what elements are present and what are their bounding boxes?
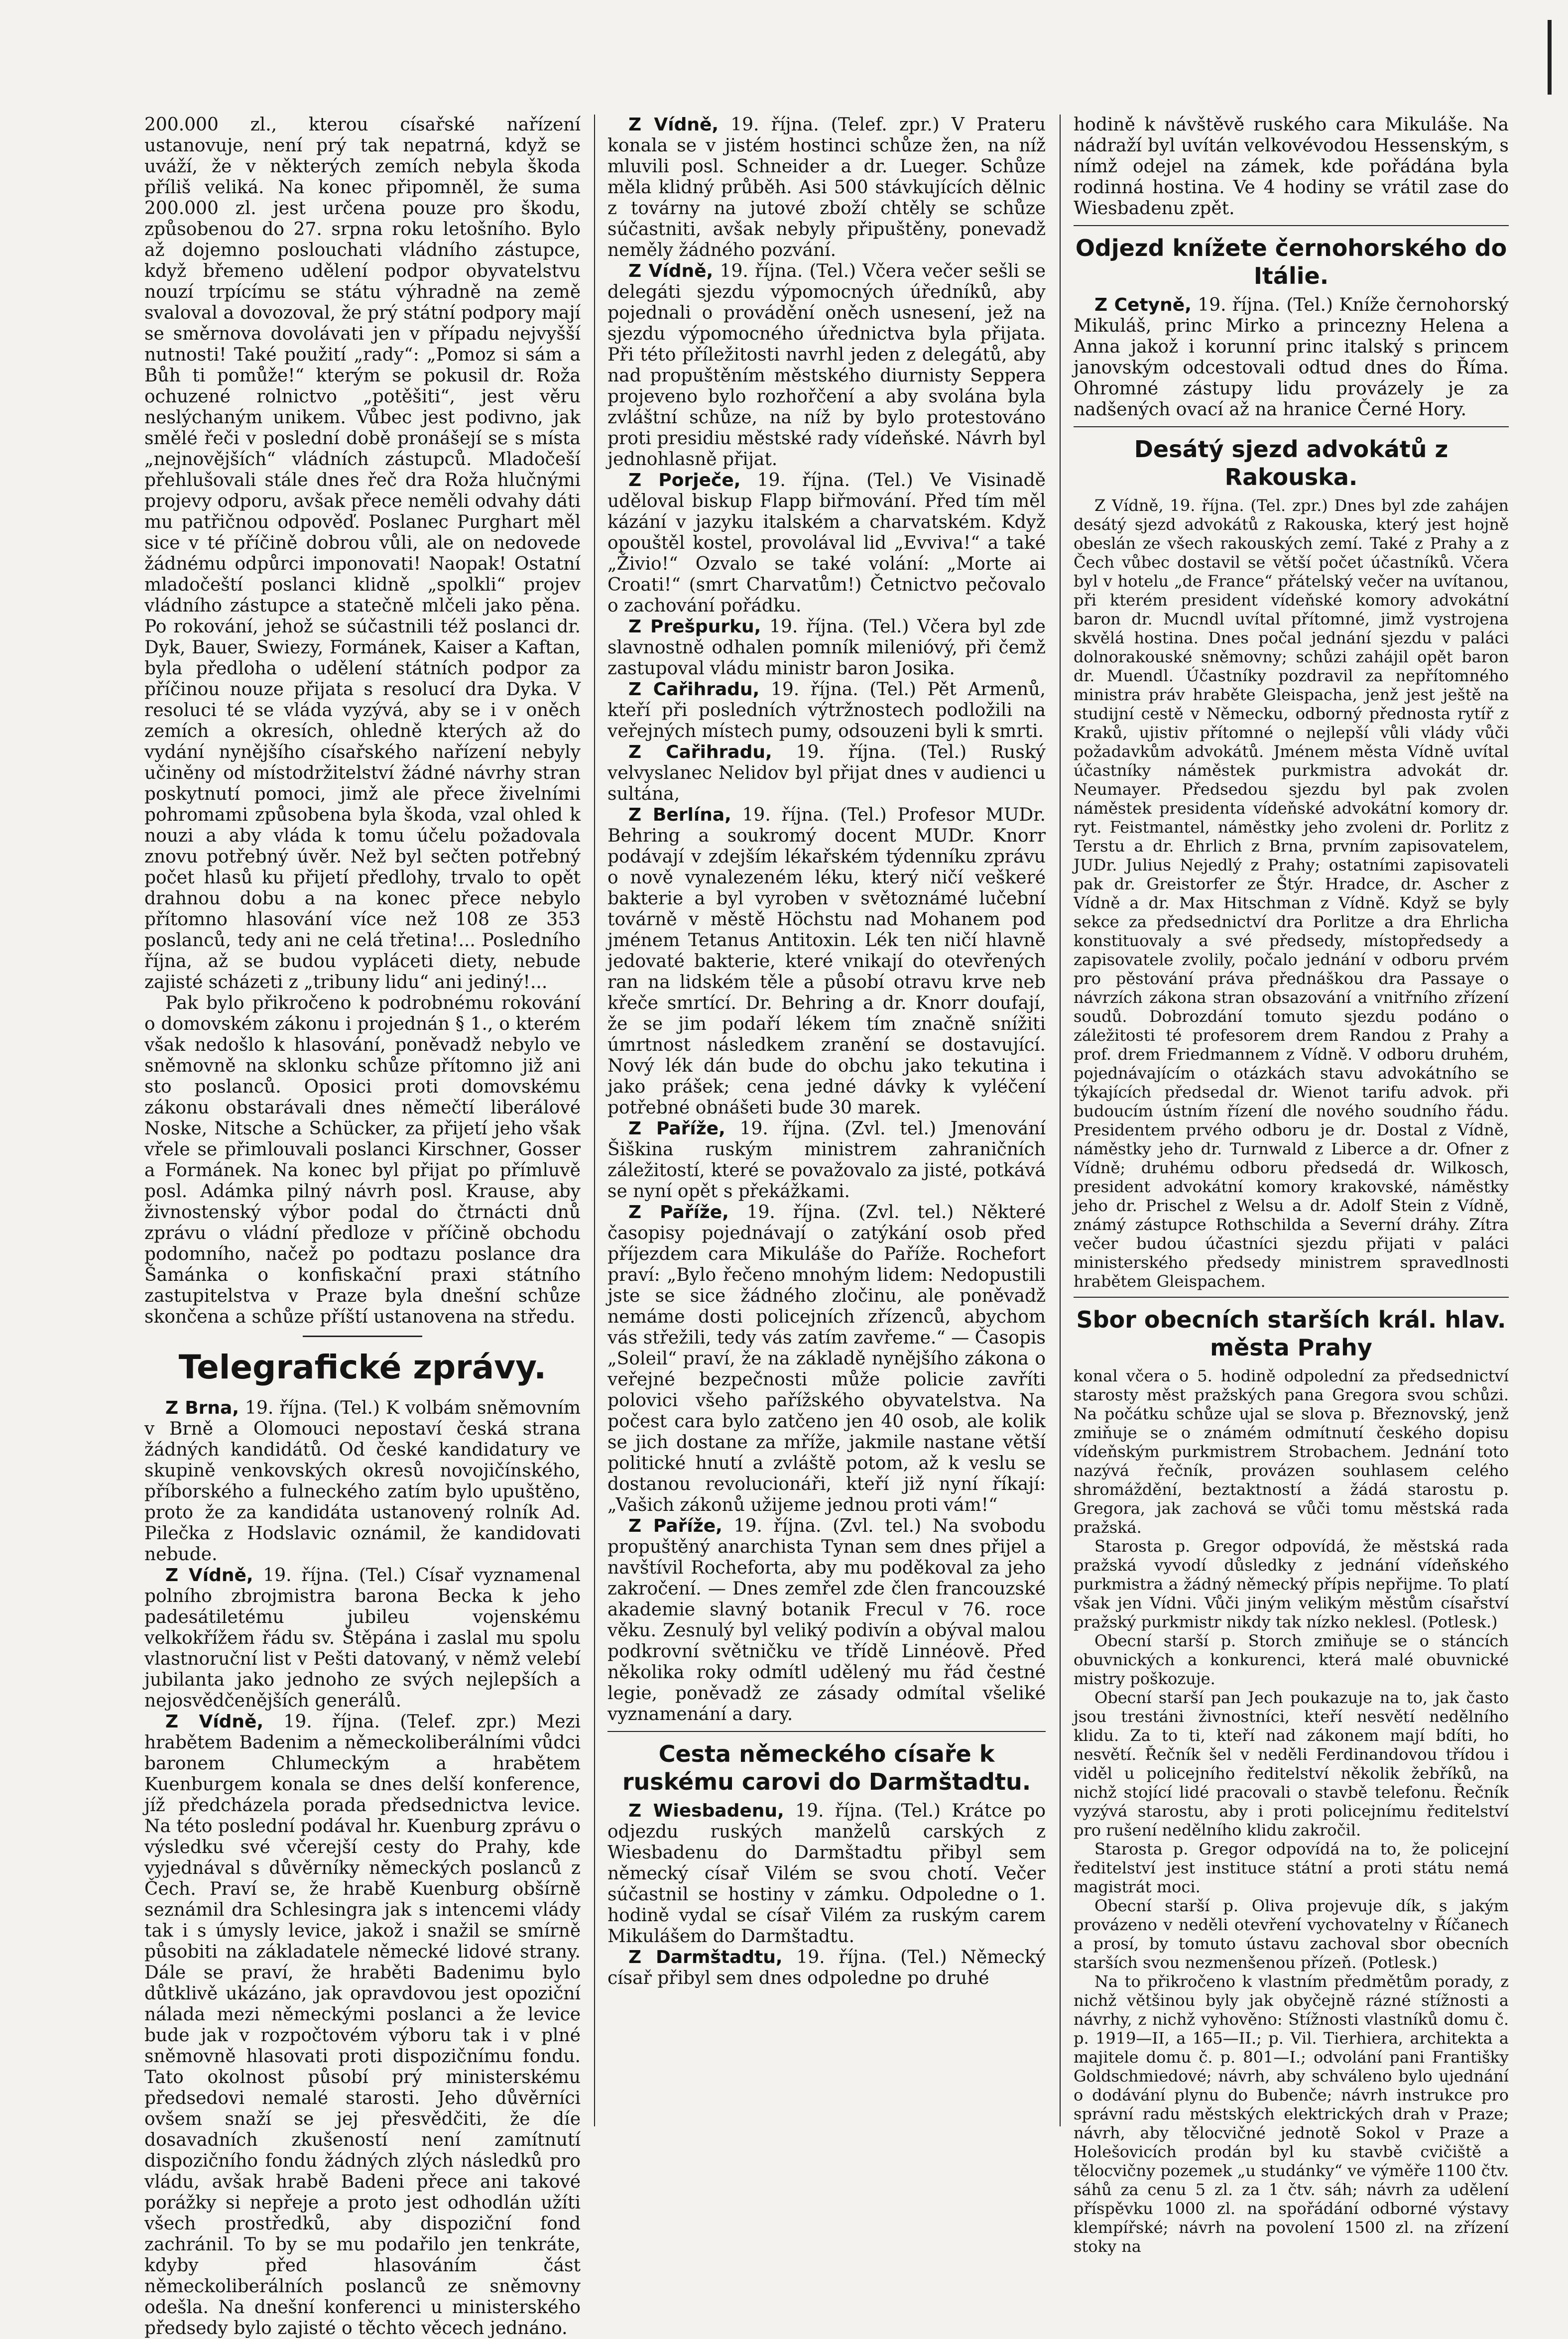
dateline: Z Cetyně, [1094, 295, 1192, 315]
article-paragraph: Z Vídně, 19. října. (Tel. zpr.) Dnes byl zde zahájen desátý sjezd advokátů z Rakouska, který jest hojně obeslán ze všech rakouských zemí. Také z Prahy a z Čech vůbec dostavil se větší počet účastníků. Včera byl v hotelu „de France“ přátelský večer na uvítanou, při kterém president vídeňské komory advokátní baron dr. Mucndl uvítal přítomné, jimž vystrojena skvělá hostina. Dnes počal jednání sjezdu v paláci dolnorakouské sněmovny; schůzi zahájil opět baron dr. Muendl. Účastníky pozdravil za nepřítomného ministra práv hraběte Gleispacha, jenž jest ještě na studijní cestě v Německu, odborný přednosta rytíř z Kraků, ujistiv přítomné o nejlepší vůli vlády vůči požadavkům advokátů. Jménem města Vídně uvítal účastníky náměstek purkmistra advokát dr. Neumayer. Předsedou sjezdu byl pak zvolen náměstek presidenta vídeňské advokátní komory dr. ryt. Feistmantel, náměstky jeho zvoleni dr. Porlitz z Terstu a dr. Ehrlich z Brna, prvním zapisovatelem, JUDr. Julius Nejedlý z Prahy; ostatními zapisovateli pak dr. Greistorfer ze Štýr. Hradce, dr. Ascher z Vídně a dr. Max Hitschman z Vídně. Když se byly sekce za předsednictví dra Porlitze a dra Ehrlicha konstituovaly a své předsedy, místopředsedy a zapisovatele zvolily, počalo jednání v odboru prvém pro pěstování práva přednáškou dra Passaye o návrzích zákona stran obsazování a vnitřního zřízení soudů. Dobrozdání tomuto sjezdu podáno o záležitosti té profesorem drem Randou z Prahy a prof. drem Friedmannem z Vídně. V odboru druhém, pojednávajícím o otázkách stavu advokátního se týkajících předsedal dr. Wienot tarifu advok. při budoucím ústním řízení dle nového soudního řádu. Presidentem prvého odboru je dr. Dostal z Vídně, náměstky jeho dr. Turnwald z Liberce a dr. Ofner z Vídně; druhému odboru předsedá dr. Wilkosch, president advokátní komory krakovské, náměstky jeho dr. Prischel z Welsu a dr. Adolf Stein z Vídně, známý zástupce Rothschilda a Severní dráhy. Zítra večer budou účastníci sjezdu přijati v paláci ministerského předsedy ministrem spravedlnosti hrabětem Gleispachem. [1074, 496, 1509, 1291]
section-divider [1074, 426, 1509, 427]
dateline: Z Paříže, [628, 1516, 723, 1536]
article-paragraph: Pak bylo přikročeno k podrobnému rokování o domovském zákonu i projednán § 1., o kterém však nedošlo k hlasování, poněvadž nebylo ve sněmovně na sklonku schůze přítomno již ani sto poslanců. Oposici proti domovskému zákonu obstarávali dnes němečtí liberálové Noske, Nitsche a Schücker, za přijetí jeho však vřele se přimlouvali poslanci Kirschner, Gosser a Formánek. Na konec byl přijat po přímluvě posl. Adámka pilný návrh posl. Krause, aby živnostenský výbor podal do čtrnácti dnů zprávu o vládní předloze v příčině obchodu podomního, načež po podtazu poslance dra Šamánka o konfiskační praxi státního zastupitelstva v Praze byla dnešní schůze skončena a schůze příští ustanovena na středu. [144, 993, 581, 1327]
section-heading-prague-council: Sbor obecních starších král. hlav. města Prahy [1076, 1306, 1506, 1361]
page-edge-mark [1548, 20, 1552, 95]
column-left [144, 115, 581, 2339]
news-item [607, 742, 1046, 805]
news-text: 19. října. (Zvl. tel.) Některé časopisy pojednávají o zatýkání osob před příjezdem cara Mikuláše do Paříže. Rochefort praví: „Bylo řečeno mnohým lidem: Nedopustili jste se sice žádného zločinu, ale poněvadž nemáme dosti policejních zřízenců, abychom vás střežili, tedy vás zatím zavřeme.“ — Časopis „Soleil“ praví, že na základě nynějšího zákona o veřejné bezpečnosti může policie zavříti polovici všeho pařížského obyvatelstva. Na počest cara bylo zatčeno jen 40 osob, ale kolik se jich dostane za mříže, jakmile nastane větší politické hnutí a zvláště potom, až k veslu se dostanou revolucionáři, kteří již nyní říkají: „Vašich zákonů užijeme jednou proti vám!“ [607, 1202, 1046, 1515]
news-item [607, 1947, 1046, 1989]
news-text: 19. října. (Tel.) Císař vyznamenal polního zbrojmistra barona Becka k jeho padesátiletému jubileu vojenskému velkokřížem řádu sv. Štěpána i zaslal mu spolu vlastnoruční list v Pešti datovaný, v němž velebí jubilanta jako jednoho ze svých nejlepších a nejosvědčenějších generálů. [144, 1565, 581, 1711]
news-text: 19. října. (Tel.) Německý císař přibyl sem dnes odpoledne po druhé [607, 1947, 1046, 1988]
news-item [144, 1712, 581, 2339]
news-text: 19. října. (Tel.) Kníže černohorský Mikuláš, princ Mirko a princezny Helena a Anna jakož i korunní princ italský s princem janovským odcestovali odtud dnes do Říma. Ohromné zástupy lidu provázely je za nadšených ovací až na hranice Černé Hory. [1074, 295, 1509, 420]
news-text: 19. října. (Telef. zpr.) Mezi hrabětem Badenim a německoliberálními vůdci baronem Chlumeckým a hrabětem Kuenburgem konala se dnes delší konference, jíž předcházela porada předsednictva levice. Na této poslední podával hr. Kuenburg zprávu o výsledku své včerejší cesty do Prahy, kde vyjednával s důvěrníky německých poslanců z Čech. Praví se, že hrabě Kuenburg obšírně seznámil dra Schlesingra jak s intencemi vlády tak i s úmysly levice, jakož i snažil se smírně působiti na základatele německé lidové strany. Dále se praví, že hraběti Badenimu bylo důtklivě ukázáno, jak opravdovou jest opoziční nálada mezi německými poslanci a že levice bude jak v rozpočtovém výboru tak i v plné sněmovně hlasovati proti dispozičnímu fondu. Tato okolnost působí prý ministerskému předsedovi nemalé starosti. Jeho důvěrníci ovšem snaží se jej přesvědčiti, že díe dosavadních zkušeností není zamítnutí dispozičního fondu žádných zlých následků pro vládu, avšak hrabě Badeni přece ani takové porážky si nepřeje a proto jest odhodlán užíti všech prostředků, aby dispoziční fond zachránil. To by se mu podařilo jen tenkráte, kdyby před hlasováním část německoliberálních poslanců ze sněmovny odešla. Na dnešní konferenci u ministerského předsedy bylo zajisté o těchto věcech jednáno. [144, 1712, 581, 2339]
news-text: 19. října. (Zvl. tel.) Na svobodu propuštěný anarchista Tynan sem dnes přijel a navštívil Rocheforta, aby mu poděkoval za jeho zakročení. — Dnes zemřel zde člen francouzské akademie slavný botanik Frecul v 76. roce věku. Zesnulý byl veliký podivín a obýval malou podkrovní světničku ve třídě Linnéově. Před několika roky odmítl udělený mu řád čestné legie, poněvadž ze zásady odmítal všeliké vyznamenání a dary. [607, 1516, 1046, 1724]
article-paragraph: Obecní starší p. Storch zmiňuje se o stáncích obuvnických a konkurenci, která malé obuvnické mistry poškozuje. [1074, 1631, 1509, 1688]
news-item [607, 1801, 1046, 1947]
dateline: Z Cařihradu, [628, 742, 772, 762]
column-right [1074, 115, 1509, 2256]
dateline: Z Prešpurku, [628, 616, 761, 637]
news-text: 19. října. (Zvl. tel.) Jmenování Šiškina ruským ministrem zahraničních záležitostí, které se považovalo za jisté, potkává se nyní opět s překážkami. [607, 1118, 1046, 1202]
section-heading-lawyers-congress: Desátý sjezd advokátů z Rakouska. [1134, 436, 1448, 491]
news-item [607, 805, 1046, 1118]
dateline: Z Brna, [165, 1398, 240, 1418]
news-item [607, 115, 1046, 261]
section-divider [303, 1336, 422, 1337]
news-item [607, 470, 1046, 616]
news-item [607, 1516, 1046, 1725]
news-item [1074, 295, 1509, 420]
dateline: Z Wiesbadenu, [628, 1801, 784, 1821]
section-divider [1074, 225, 1509, 226]
article-paragraph: Starosta p. Gregor odpovídá, že městská rada pražská vyvodí důsledky z jednání vídeňského purkmistra a žádný německý přípis nepřijme. To platí však jen Vídni. Vůči jiným velikým městům císařství pražský purkmistr nikdy tak nízko neklesl. (Potlesk.) [1074, 1537, 1509, 1631]
news-text: 19. října. (Tel.) Ruský velvyslanec Nelidov byl přijat dnes v audienci u sultána, [607, 742, 1046, 804]
article-paragraph: Starosta p. Gregor odpovídá na to, že policejní ředitelství jest instituce státní a proti státu nemá magistrát moci. [1074, 1840, 1509, 1896]
article-paragraph: Obecní starší pan Jech poukazuje na to, jak často jsou trestáni živnostníci, kteří nesvětí nedělního klidu. Za to ti, kteří nad zákonem mají bdíti, ho nesvětí. Řečník šel v neděli Ferdinandovou třídou i viděl u policejního ředitelství několik žebříků, na nichž stojící lidé pracovali o stavbě telefonu. Řečník vyzývá starostu, aby i proti policejnímu ředitelství pro rušení nedělního klidu zakročil. [1074, 1688, 1509, 1840]
news-text: 19. října. (Tel.) Včera byl zde slavnostně odhalen pomník milenióvý, při čemž zastupoval vládu ministr baron Josika. [607, 616, 1046, 679]
dateline: Z Darmštadtu, [628, 1947, 783, 1968]
news-text: 19. října. (Tel.) Ve Visinadě uděloval biskup Flapp biřmování. Před tím měl kázání v jazyku italském a charvatském. Když opouštěl kostel, provolával lid „Evviva!“ a také „Živio!“ Ozvalo se také volání: „Morte ai Croati!“ (smrt Charvatům!) Četnictvo pečovalo o zachování pořádku. [607, 470, 1046, 616]
dateline: Z Porječe, [628, 470, 741, 491]
news-text: 19. října. (Telef. zpr.) V Prateru konala se v jistém hostinci schůze žen, na níž mluvili posl. Schneider a dr. Lueger. Schůze měla klidný průběh. Asi 500 stávkujících dělnic z továrny na jutové zboží chtěly se schůze súčastniti, avšak nebyly připuštěny, ponevadž neměly žádného pozvání. [607, 115, 1046, 260]
news-item [607, 616, 1046, 679]
column-rule [594, 115, 595, 2126]
column-rule [1060, 115, 1061, 2126]
news-text: 19. října. (Tel.) Profesor MUDr. Behring a soukromý docent MUDr. Knorr podávají v zdejším lékařském týdenníku zprávu o nově vynalezeném léku, který ničí veškeré bakterie a byl vyroben v světoznámé lučební továrně v městě Höchstu nad Mohanem pod jménem Tetanus Antitoxin. Lék ten ničí hlavně jedovaté bakterie, které vnikají do otevřených ran na lidském těle a působí otravu krve neb křeče smrtící. Dr. Behring a dr. Knorr doufají, že se jim podaří lékem tím značně snížiti úmrtnost následkem zranění se dostavující. Nový lék dán bude do obchu jako tekutina i jako prášek; cena jedné dávky k vyléčení potřebné obnášeti bude 30 marek. [607, 805, 1046, 1118]
section-divider [1074, 1297, 1509, 1298]
dateline: Z Vídně, [165, 1712, 264, 1732]
news-text: 19. října. (Tel.) Pět Armenů, kteří při posledních výtržnostech podložili na veřejných místech pumy, odsouzeni byli k smrti. [607, 679, 1046, 741]
section-heading-montenegro-prince: Odjezd knížete černohorského do Itálie. [1075, 235, 1507, 289]
news-item [607, 1118, 1046, 1202]
news-text: 19. října. (Tel.) Krátce po odjezdu ruských manželů carských z Wiesbadenu do Darmštadtu přibyl sem německý císař Vilém se svou chotí. Večer súčastnil se hostiny v zámku. Odpoledne o 1. hodině vydal se císař Vilém za ruským carem Mikulášem do Darmštadtu. [607, 1801, 1046, 1947]
dateline: Z Berlína, [628, 805, 731, 825]
article-paragraph: hodině k návštěvě ruského cara Mikuláše. Na nádraží byl uvítán velkovévodou Hessenským, s nímž odejel na zámek, kde pořádána byla rodinná hostina. Ve 4 hodiny se vrátil zase do Wiesbadenu zpět. [1074, 115, 1509, 219]
dateline: Z Vídně, [628, 261, 714, 281]
column-middle [607, 115, 1046, 2126]
dateline: Z Cařihradu, [628, 679, 760, 700]
section-heading-telegraphic-news: Telegrafické zprávy. [178, 1348, 547, 1386]
section-divider [607, 1731, 1046, 1732]
article-paragraph: konal včera o 5. hodině odpolední za předsednictví starosty měst pražských pana Gregora svou schůzi. Na počátku schůze ujal se slova p. Březnovský, jenž zmiňuje se o známém odmítnutí českého dopisu vídeňským purkmistrem Strobachem. Jednání toto nazývá řečník, provázen souhlasem celého shromáždění, beztaktností a žádá starostu p. Gregora, jak zachová se vůči tomu městská rada pražská. [1074, 1366, 1509, 1537]
dateline: Z Vídně, [165, 1565, 253, 1586]
dateline: Z Paříže, [628, 1118, 725, 1139]
news-item [144, 1565, 581, 1712]
news-item [607, 261, 1046, 470]
article-paragraph: Obecní starší p. Oliva projevuje dík, s jakým provázeno v neděli otevření vychovatelny v Říčanech a prosí, by tomuto ústavu zachoval sbor obecních starších svou nezmenšenou přízeň. (Potlesk.) [1074, 1896, 1509, 1972]
dateline: Z Vídně, [628, 115, 719, 135]
news-text: 19. října. (Tel.) Včera večer sešli se delegáti sjezdu výpomocných úředníků, aby pojednali o provádění oněch usnesení, jež na sjezdu výpomocného úřednictva byla přijata. Při této příležitosti navrhl jeden z delegátů, aby nad propuštěním městského diurnisty Seppera projeveno bylo rozhořčení a aby svolána byla zvláštní schůze, na níž by bylo protestováno proti presidiu městské rady vídeňské. Návrh byl jednohlasně přijat. [607, 261, 1046, 470]
dateline: Z Paříže, [628, 1202, 729, 1223]
newspaper-page [144, 115, 1509, 2339]
section-heading-emperor-trip: Cesta německého císaře k ruskému carovi do Darmštadtu. [622, 1740, 1031, 1795]
news-item [607, 1202, 1046, 1516]
news-item [144, 1398, 581, 1565]
news-item [607, 679, 1046, 742]
article-paragraph: 200.000 zl., kterou císařské nařízení ustanovuje, není prý tak nepatrná, když se uváží, že v některých zemích nebyla škoda příliš veliká. Na konec připomněl, že suma 200.000 zl. jest určena pouze pro škodu, způsobenou do 27. srpna roku letošního. Bylo až dojemno poslouchati vládního zástupce, když břemeno udělení podpor obyvatelstvu nouzí trpícímu se státu výhradně na země svaloval a dovozoval, že prý státní podpory mají se směrnova dovolávati jen v případu nejvyšší nutnosti! Také použití „rady“: „Pomoz si sám a Bůh ti pomůže!“ kterým se pokusil dr. Roža ochuzené rolnictvo „potěšiti“, jest věru neslýchaným unikem. Vůbec jest podivno, jak smělé řeči v poslední době pronášejí se s místa „nejnovějších“ vládních zástupců. Mladočeší přehlušovali stále dnes řeč dra Roža hlučnými projevy odporu, avšak přece neměli odvahy dáti mu patřičnou odpověď. Poslanec Purghart měl sice v té příčině dobrou vůli, ale on nedovede žádnému odpůrci imponovati! Naopak! Ostatní mladočeští poslanci klidně „spolkli“ projev vládního zástupce a statečně mlčeli jako pěna. Po rokování, jehož se súčastnili též poslanci dr. Dyk, Bauer, Swiezy, Formánek, Kaiser a Kaftan, byla předloha o udělení státních podpor za příčinou nouze přijata s resolucí dra Dyka. V resoluci té se vláda vyzývá, aby se i v oněch zemích a okresích, ohledně kterých až do vydání nynějšího císařského nařízení nebyly učiněny od místodržitelství žádné návrhy stran poskytnutí pomoci, jimž ale přece živelními pohromami způsobena byla škoda, vzal ohled k nouzi a aby vláda k tomu účelu požadovala znovu potřebný úvěr. Než byl sečten potřebný počet hlasů ku přijetí předlohy, trvalo to opět drahnou dobu a na konec přece nebylo přítomno hlasování více než 108 ze 353 poslanců, tedy ani ne celá třetina!... Posledního října, až se budou vypláceti diety, nebude zajisté scházeti z „tribuny lidu“ ani jediný!... [144, 115, 581, 992]
article-paragraph: Na to přikročeno k vlastním předmětům porady, z nichž většinou byly jak obyčejně rázné stížnosti a návrhy, z nichž vyhověno: Stížnosti vlastníků domu č. p. 1919—II, a 165—II.; p. Vil. Tierhiera, architekta a majitele domu č. p. 801—I.; odvolání pani Františky Goldschmiedové; návrh, aby schváleno bylo ujednání o dodávání plynu do Bubenče; návrh instrukce pro správní radu městských elektrických drah v Praze; návrh, aby tělocvičné jednotě Sokol v Praze a Holešovicích prodán byl ku stavbě cvičiště a tělocvičny pozemek „u studánky“ ve výměře 1100 čtv. sáhů za cenu 5 zl. za 1 čtv. sáh; návrh za udělení příspěvku 1000 zl. na spořádání odborné výstavy klempířské; návrh na povolení 1500 zl. na zřízení stoky na [1074, 1972, 1509, 2256]
news-text: 19. října. (Tel.) K volbám sněmovním v Brně a Olomouci nepostaví česká strana žádných kandidátů. Od české kandidatury ve skupině venkovských okresů novojičínského, příborského a fulneckého zatím bylo upuštěno, proto že za kandidáta ustanovený rolník Ad. Pilečka z Hodslavic oznámil, že kandidovati nebude. [144, 1398, 581, 1565]
